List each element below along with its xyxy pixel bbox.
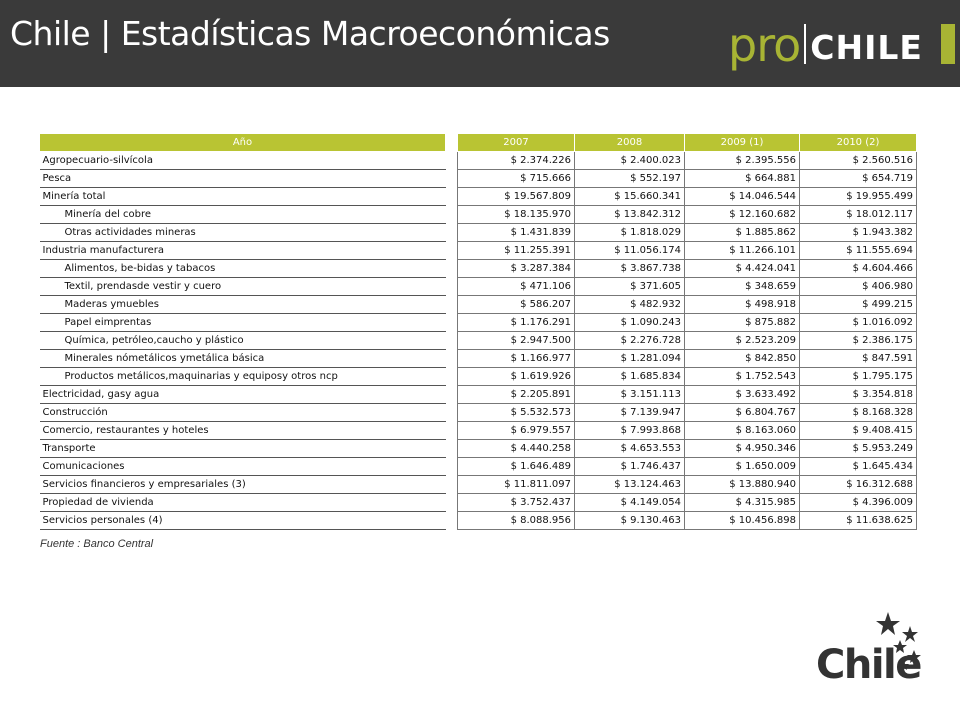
table-cell-value: $ 1.885.862 (685, 224, 800, 242)
brand-chile-text: Chile (816, 642, 921, 688)
table-cell-value: $ 664.881 (685, 170, 800, 188)
table-cell-value: $ 1.943.382 (800, 224, 917, 242)
row-label: Comercio, restaurantes y hoteles (40, 422, 446, 440)
table-cell-value: $ 18.012.117 (800, 206, 917, 224)
table-row (40, 206, 917, 224)
table-cell-value: $ 6.804.767 (685, 404, 800, 422)
table-cell-value: $ 348.659 (685, 278, 800, 296)
row-label: Química, petróleo,caucho y plástico (40, 332, 446, 350)
table-cell-value: $ 8.088.956 (458, 512, 575, 530)
table-cell-value: $ 13.842.312 (575, 206, 685, 224)
table-header-row (40, 134, 917, 152)
row-label: Transporte (40, 440, 446, 458)
table-cell-value: $ 3.633.492 (685, 386, 800, 404)
table-cell-value: $ 1.090.243 (575, 314, 685, 332)
table-cell-value: $ 4.315.985 (685, 494, 800, 512)
table-row (40, 512, 917, 530)
table-cell-value: $ 1.166.977 (458, 350, 575, 368)
table-row (40, 422, 917, 440)
row-label: Industria manufacturera (40, 242, 446, 260)
table-cell-value: $ 842.850 (685, 350, 800, 368)
table-cell-value: $ 11.056.174 (575, 242, 685, 260)
table-cell-value: $ 4.653.553 (575, 440, 685, 458)
row-label: Maderas ymuebles (40, 296, 446, 314)
table-cell-value: $ 4.950.346 (685, 440, 800, 458)
table-cell-value: $ 1.752.543 (685, 368, 800, 386)
row-label: Minería del cobre (40, 206, 446, 224)
table-cell-value: $ 1.016.092 (800, 314, 917, 332)
logo-pro-text: pro (728, 18, 801, 72)
table-cell-value: $ 14.046.544 (685, 188, 800, 206)
table-row (40, 494, 917, 512)
row-label: Pesca (40, 170, 446, 188)
table-cell-value: $ 406.980 (800, 278, 917, 296)
table-cell-value: $ 8.163.060 (685, 422, 800, 440)
table-cell-value: $ 2.374.226 (458, 152, 575, 170)
logo-divider (804, 24, 806, 64)
table-cell-value: $ 11.555.694 (800, 242, 917, 260)
header-bar (0, 0, 960, 87)
table-cell-value: $ 2.523.209 (685, 332, 800, 350)
table-row (40, 314, 917, 332)
column-header-2007: 2007 (458, 134, 575, 152)
column-header-year: Año (40, 134, 446, 152)
table-row (40, 404, 917, 422)
row-label: Alimentos, be-bidas y tabacos (40, 260, 446, 278)
table-cell-value: $ 8.168.328 (800, 404, 917, 422)
table-cell-value: $ 10.456.898 (685, 512, 800, 530)
table-cell-value: $ 4.396.009 (800, 494, 917, 512)
table-cell-value: $ 12.160.682 (685, 206, 800, 224)
table-cell-value: $ 6.979.557 (458, 422, 575, 440)
table-cell-value: $ 2.395.556 (685, 152, 800, 170)
table-cell-value: $ 15.660.341 (575, 188, 685, 206)
table-cell-value: $ 5.532.573 (458, 404, 575, 422)
table-cell-value: $ 1.431.839 (458, 224, 575, 242)
table-cell-value: $ 875.882 (685, 314, 800, 332)
row-label: Servicios financieros y empresariales (3) (40, 476, 446, 494)
table-cell-value: $ 2.947.500 (458, 332, 575, 350)
table-row (40, 278, 917, 296)
table-row (40, 350, 917, 368)
row-label: Minerales nómetálicos ymetálica básica (40, 350, 446, 368)
table-cell-value: $ 19.955.499 (800, 188, 917, 206)
table-row (40, 170, 917, 188)
table-cell-value: $ 9.408.415 (800, 422, 917, 440)
table-cell-value: $ 3.752.437 (458, 494, 575, 512)
row-label: Otras actividades mineras (40, 224, 446, 242)
table-cell-value: $ 1.646.489 (458, 458, 575, 476)
table-row (40, 242, 917, 260)
table-cell-value: $ 3.151.113 (575, 386, 685, 404)
table-cell-value: $ 1.818.029 (575, 224, 685, 242)
table-cell-value: $ 4.604.466 (800, 260, 917, 278)
table-cell-value: $ 11.811.097 (458, 476, 575, 494)
table-row (40, 260, 917, 278)
table-cell-value: $ 715.666 (458, 170, 575, 188)
table-row (40, 296, 917, 314)
column-header-2008: 2008 (575, 134, 685, 152)
table-cell-value: $ 499.215 (800, 296, 917, 314)
row-label: Comunicaciones (40, 458, 446, 476)
source-note: Fuente : Banco Central (40, 538, 154, 550)
table-cell-value: $ 371.605 (575, 278, 685, 296)
table-cell-value: $ 1.650.009 (685, 458, 800, 476)
table-cell-value: $ 498.918 (685, 296, 800, 314)
table-cell-value: $ 7.993.868 (575, 422, 685, 440)
table-cell-value: $ 18.135.970 (458, 206, 575, 224)
table-row (40, 152, 917, 170)
row-label: Electricidad, gasy agua (40, 386, 446, 404)
row-label: Propiedad de vivienda (40, 494, 446, 512)
table-cell-value: $ 552.197 (575, 170, 685, 188)
table-cell-value: $ 2.400.023 (575, 152, 685, 170)
table-cell-value: $ 2.386.175 (800, 332, 917, 350)
table-cell-value: $ 11.638.625 (800, 512, 917, 530)
row-label: Agropecuario-silvícola (40, 152, 446, 170)
row-label: Textil, prendasde vestir y cuero (40, 278, 446, 296)
table-row (40, 440, 917, 458)
table-cell-value: $ 9.130.463 (575, 512, 685, 530)
table-cell-value: $ 4.440.258 (458, 440, 575, 458)
table-row (40, 188, 917, 206)
table-cell-value: $ 1.619.926 (458, 368, 575, 386)
row-label: Minería total (40, 188, 446, 206)
table-row (40, 224, 917, 242)
table-cell-value: $ 4.149.054 (575, 494, 685, 512)
table-cell-value: $ 1.685.834 (575, 368, 685, 386)
row-label: Productos metálicos,maquinarias y equiposy otros ncp (40, 368, 446, 386)
table-cell-value: $ 471.106 (458, 278, 575, 296)
table-cell-value: $ 11.266.101 (685, 242, 800, 260)
prochile-logo (728, 18, 923, 72)
table-row (40, 458, 917, 476)
table-cell-value: $ 586.207 (458, 296, 575, 314)
table-cell-value: $ 1.645.434 (800, 458, 917, 476)
table-row (40, 332, 917, 350)
table-cell-value: $ 13.124.463 (575, 476, 685, 494)
table-row (40, 476, 917, 494)
row-label: Papel eimprentas (40, 314, 446, 332)
table-row (40, 368, 917, 386)
table-cell-value: $ 654.719 (800, 170, 917, 188)
table-cell-value: $ 1.746.437 (575, 458, 685, 476)
table-cell-value: $ 2.205.891 (458, 386, 575, 404)
table-cell-value: $ 3.354.818 (800, 386, 917, 404)
table-cell-value: $ 7.139.947 (575, 404, 685, 422)
table-cell-value: $ 3.287.384 (458, 260, 575, 278)
macro-stats-table (39, 133, 917, 530)
chile-brand-logo (812, 612, 922, 692)
row-label: Servicios personales (4) (40, 512, 446, 530)
table-cell-value: $ 2.276.728 (575, 332, 685, 350)
table-cell-value: $ 16.312.688 (800, 476, 917, 494)
table-cell-value: $ 482.932 (575, 296, 685, 314)
logo-accent-block (941, 24, 955, 64)
table-cell-value: $ 2.560.516 (800, 152, 917, 170)
table-cell-value: $ 1.176.291 (458, 314, 575, 332)
table-cell-value: $ 3.867.738 (575, 260, 685, 278)
table-cell-value: $ 847.591 (800, 350, 917, 368)
table-cell-value: $ 4.424.041 (685, 260, 800, 278)
row-label: Construcción (40, 404, 446, 422)
table-cell-value: $ 13.880.940 (685, 476, 800, 494)
logo-chile-text: CHILE (810, 28, 923, 67)
table-cell-value: $ 1.281.094 (575, 350, 685, 368)
column-header-2009: 2009 (1) (685, 134, 800, 152)
table-cell-value: $ 11.255.391 (458, 242, 575, 260)
table-row (40, 386, 917, 404)
table-cell-value: $ 5.953.249 (800, 440, 917, 458)
table-cell-value: $ 19.567.809 (458, 188, 575, 206)
column-header-2010: 2010 (2) (800, 134, 917, 152)
table-cell-value: $ 1.795.175 (800, 368, 917, 386)
page-title: Chile | Estadísticas Macroeconómicas (10, 14, 610, 53)
